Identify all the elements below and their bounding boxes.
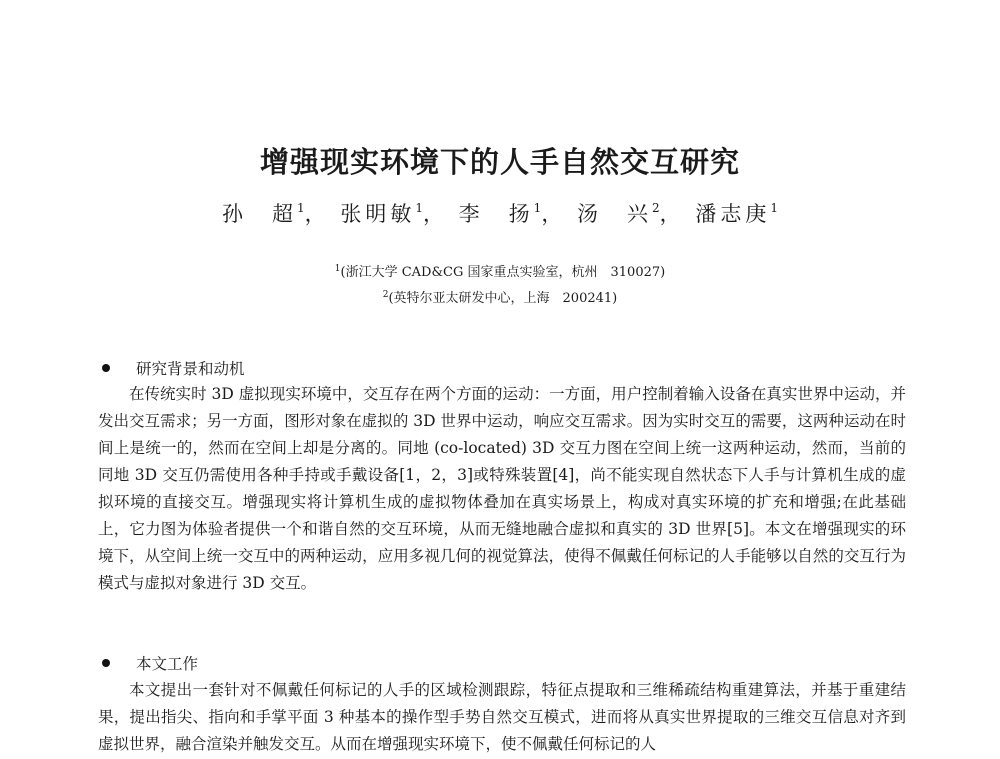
author-separator: ， xyxy=(422,202,448,226)
author-name: 张明敏 xyxy=(340,202,416,226)
section-heading-work xyxy=(98,652,906,674)
author-affiliation-mark: 1 xyxy=(533,201,542,215)
author-name: 李 扬 xyxy=(458,202,534,226)
affiliation-1 xyxy=(0,261,1000,280)
affiliation-mark: 2 xyxy=(382,290,389,300)
section-heading-motivation xyxy=(98,357,906,379)
author-separator: ， xyxy=(541,202,567,226)
author-affiliation-mark: 1 xyxy=(415,201,423,215)
author-affiliation-mark: 1 xyxy=(770,201,778,215)
section-heading-text: 本文工作 xyxy=(136,655,199,673)
paper-title: 增强现实环境下的人手自然交互研究 xyxy=(259,145,740,179)
author-list xyxy=(0,198,1000,228)
affiliation-text: (英特尔亚太研发中心，上海 200241) xyxy=(388,291,618,306)
affiliation-mark: 1 xyxy=(334,264,341,274)
section-body-work: 本文提出一套针对不佩戴任何标记的人手的区域检测跟踪，特征点提取和三维稀疏结构重建算法，并基于重建结果，提出指尖、指向和手掌平面 3 种基本的操作型手势自然交互模式，进而将从真实世界提取的三维交互信息对齐到虚拟世界，融合渲染并触发交互。从而在增强现实环境下，使不佩戴任何标记的人 xyxy=(98,681,906,753)
author-affiliation-mark: 1 xyxy=(297,201,305,215)
bullet-icon xyxy=(102,659,110,667)
bullet-icon xyxy=(102,364,110,372)
affiliation-2 xyxy=(0,287,1000,306)
section-heading-text: 研究背景和动机 xyxy=(136,360,245,378)
author-separator: ， xyxy=(659,202,685,226)
author-name: 潘志庚 xyxy=(695,202,771,226)
author-separator: ， xyxy=(304,202,330,226)
author-affiliation-mark: 2 xyxy=(652,201,660,215)
author-name: 孙 超 xyxy=(222,202,298,226)
affiliation-text: (浙江大学 CAD&CG 国家重点实验室，杭州 310027) xyxy=(340,265,666,280)
section-body-motivation: 在传统实时 3D 虚拟现实环境中，交互存在两个方面的运动：一方面，用户控制着输入设备在真实世界中运动，并发出交互需求；另一方面，图形对象在虚拟的 3D 世界中运动，响应交互需求。因为实时交互的需要，这两种运动在时间上是统一的，然而在空间上却是分离的。同地 (co-located) 3D 交互力图在空间上统一这两种运动，然而，当前的同地 3D 交互仍需使用各种手持或手戴设备[1，2，3]或特殊装置[4]，尚不能实现自然状态下人手与计算机生成的虚拟环境的直接交互。增强现实将计算机生成的虚拟物体叠加在真实场景上，构成对真实环境的扩充和增强;在此基础上，它力图为体验者提供一个和谐自然的交互环境，从而无缝地融合虚拟和真实的 3D 世界[5]。本文在增强现实的环境下，从空间上统一交互中的两种运动，应用多视几何的视觉算法，使得不佩戴任何标记的人手能够以自然的交互行为模式与虚拟对象进行 3D 交互。 xyxy=(98,385,906,592)
author-name: 汤 兴 xyxy=(577,202,652,226)
